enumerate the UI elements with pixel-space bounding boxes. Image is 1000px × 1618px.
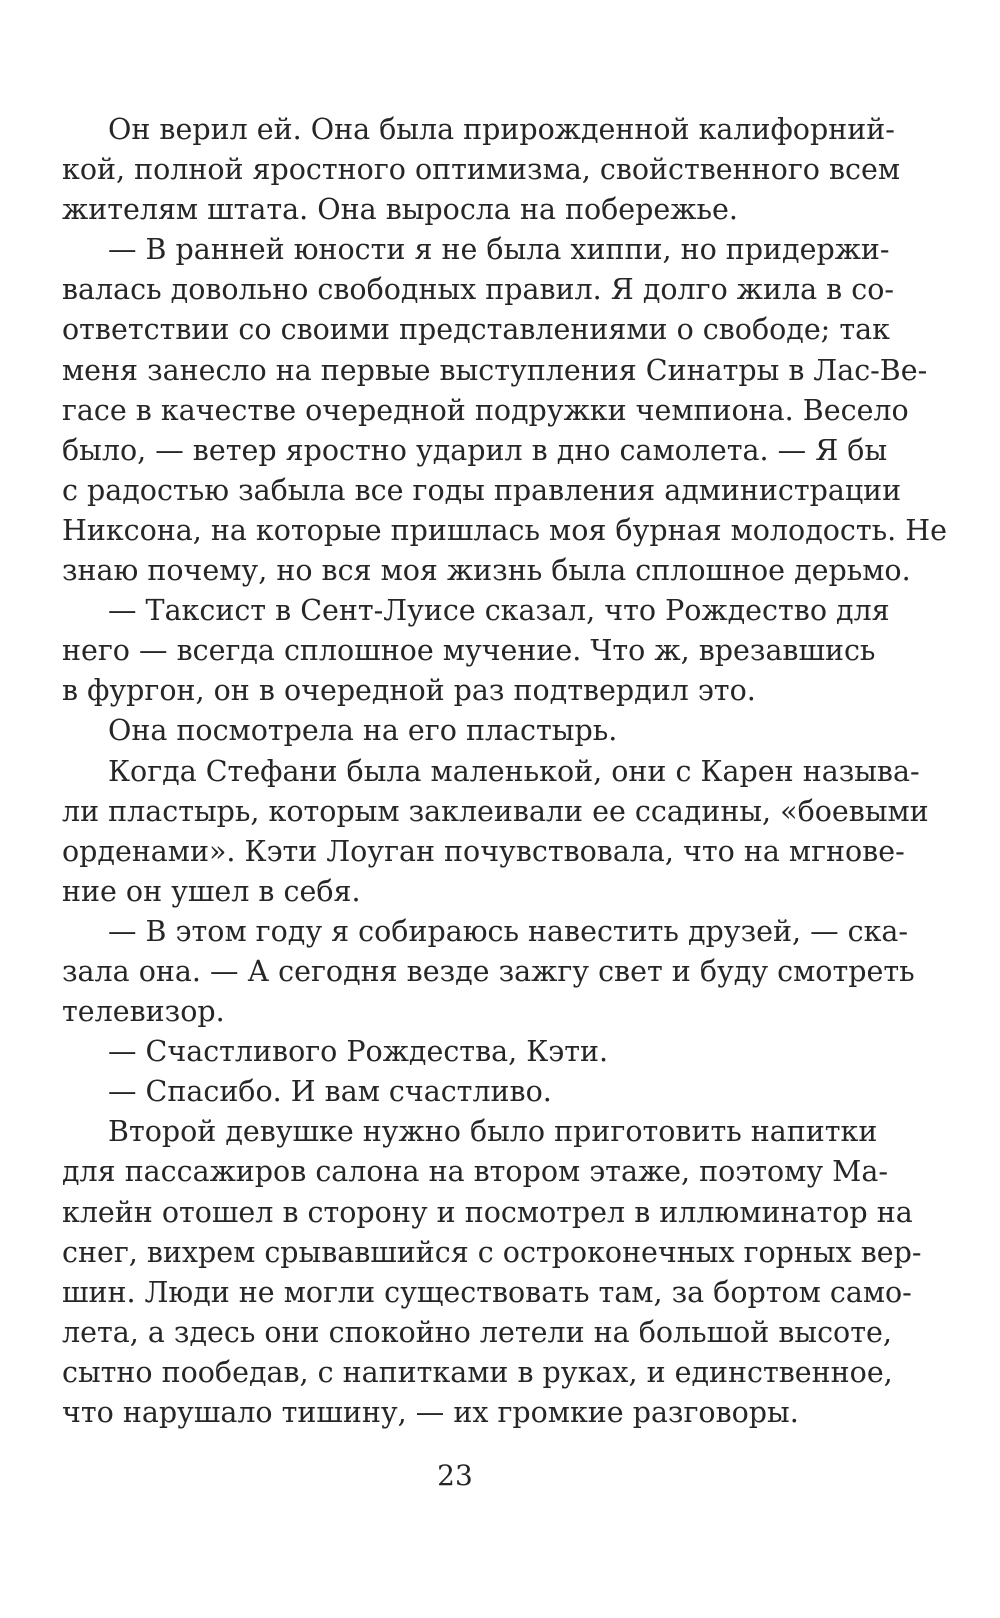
text-line: ответствии со своими представлениями о свободе; так — [62, 313, 890, 347]
text-line: лета, а здесь они спокойно летели на большой высоте, — [62, 1315, 892, 1349]
text-line: знаю почему, но вся моя жизнь была сплошное дерьмо. — [62, 554, 911, 588]
text-line: Когда Стефани была маленькой, они с Карен называ- — [108, 754, 920, 788]
text-line: для пассажиров салона на втором этаже, поэтому Ма- — [62, 1155, 888, 1189]
body-text — [62, 110, 947, 1433]
text-line: телевизор. — [62, 995, 225, 1029]
text-line: Он верил ей. Она была прирожденной калифорний- — [108, 113, 895, 146]
text-line: в фургон, он в очередной раз подтвердил это. — [62, 674, 756, 708]
text-line: было, — ветер яростно ударил в дно самолета. — Я бы — [62, 433, 888, 467]
text-line: Второй девушке нужно было приготовить напитки — [108, 1115, 878, 1149]
text-line: него — всегда сплошное мучение. Что ж, врезавшись — [62, 634, 876, 668]
text-line: Никсона, на которые пришлась моя бурная молодость. Не — [62, 513, 947, 547]
text-line: валась довольно свободных правил. Я долго жила в со- — [62, 273, 895, 307]
text-line: — Таксист в Сент-Луисе сказал, что Рождество для — [108, 594, 890, 628]
text-line: меня занесло на первые выступления Синатры в Лас-Ве- — [62, 353, 928, 387]
page-number: 23 — [437, 1459, 473, 1492]
text-line: шин. Люди не могли существовать там, за бортом само- — [62, 1275, 912, 1309]
text-line: орденами». Кэти Лоуган почувствовала, что на мгнове- — [62, 834, 905, 868]
text-line: гасе в качестве очередной подружки чемпиона. Весело — [62, 393, 909, 427]
text-line: — Спасибо. И вам счастливо. — [108, 1075, 552, 1109]
text-line: сытно пообедав, с напитками в руках, и единственное, — [62, 1355, 893, 1389]
text-line: Она посмотрела на его пластырь. — [108, 714, 618, 748]
text-line: жителям штата. Она выросла на побережье. — [62, 193, 738, 227]
text-line: — В ранней юности я не была хиппи, но придержи- — [108, 233, 890, 267]
text-line: снег, вихрем срывавшийся с остроконечных горных вер- — [62, 1235, 922, 1269]
text-line: — Счастливого Рождества, Кэти. — [108, 1035, 609, 1069]
text-line: ли пластырь, которым заклеивали ее ссадины, «боевыми — [62, 794, 929, 828]
text-line: зала она. — А сегодня везде зажгу свет и буду смотреть — [62, 954, 915, 988]
text-line: ние он ушел в себя. — [62, 874, 361, 908]
text-line: с радостью забыла все годы правления администрации — [62, 473, 902, 507]
text-line: — В этом году я собираюсь навестить друзей, — ска- — [108, 914, 909, 948]
text-line: что нарушало тишину, — их громкие разговоры. — [62, 1396, 799, 1429]
text-line: кой, полной яростного оптимизма, свойственного всем — [62, 153, 901, 187]
text-line: клейн отошел в сторону и посмотрел в иллюминатор на — [62, 1195, 913, 1229]
